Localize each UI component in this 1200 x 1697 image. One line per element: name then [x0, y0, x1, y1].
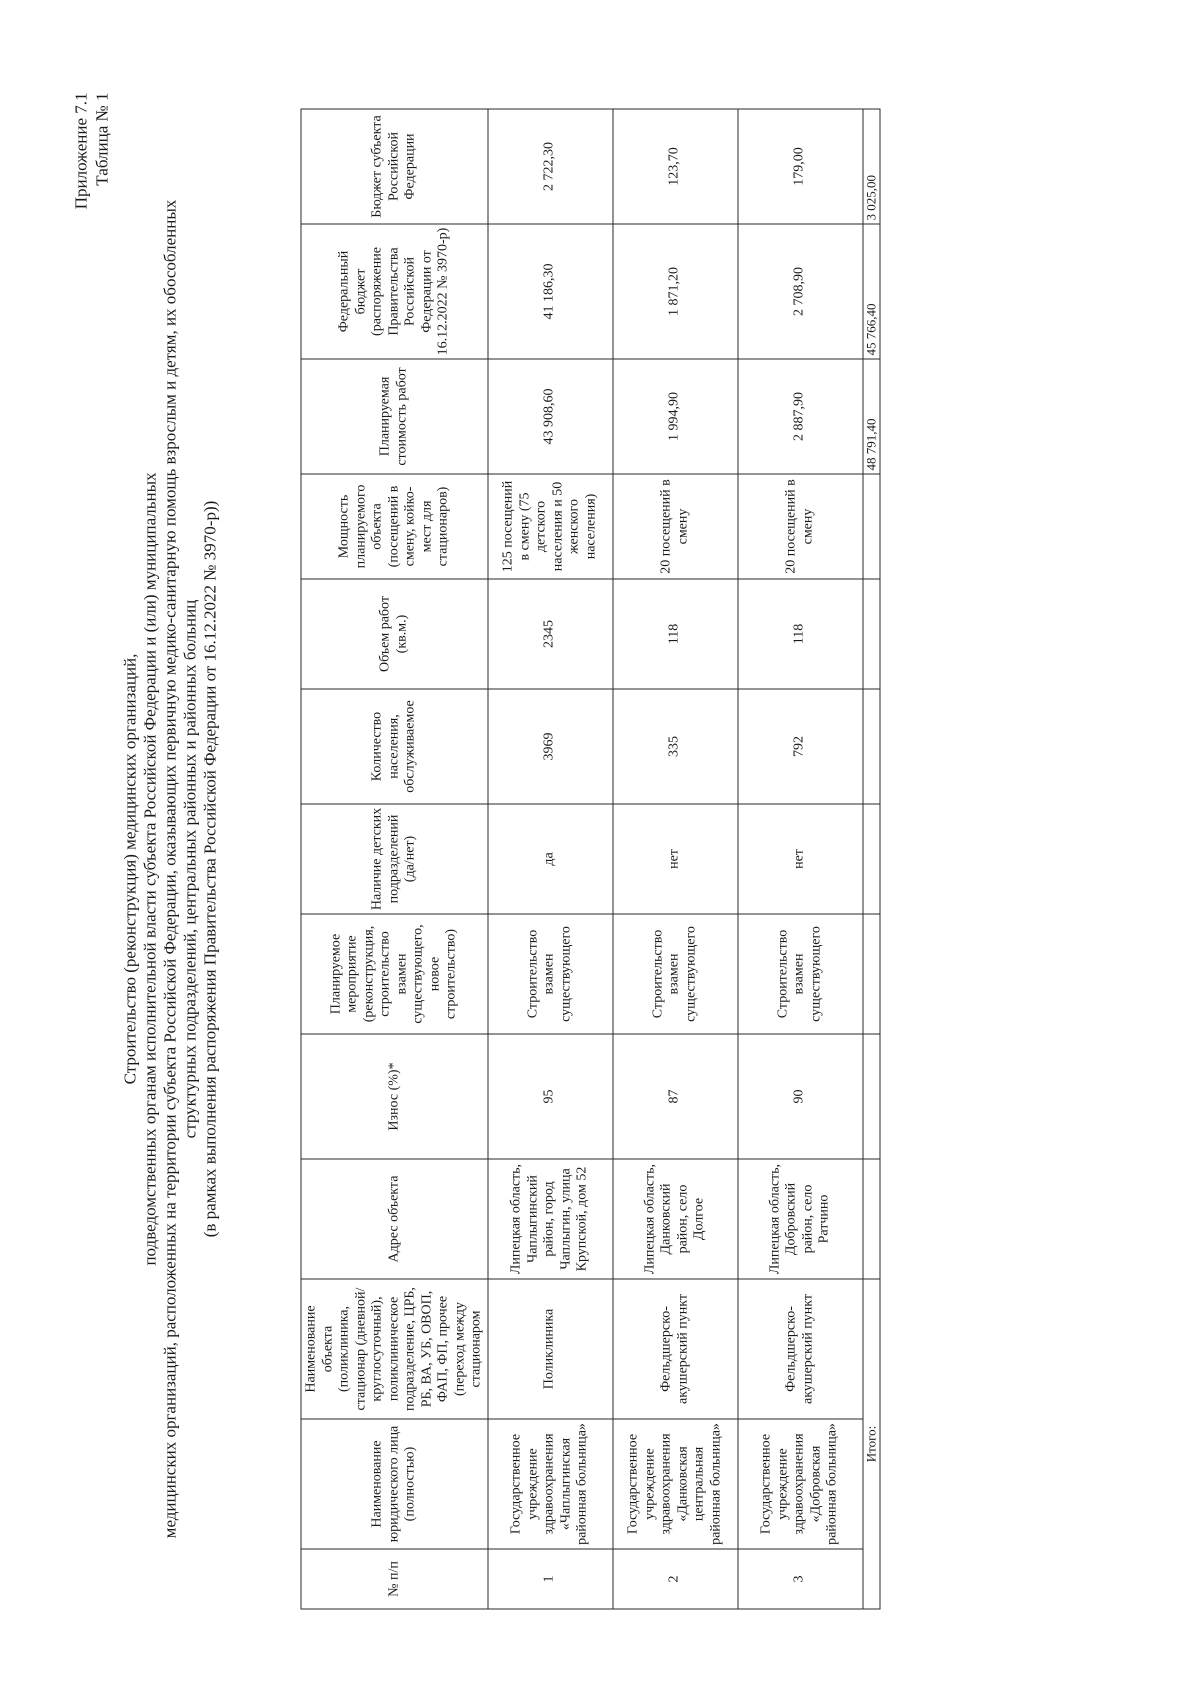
appendix-label	[70, 92, 112, 209]
cell-wear: 90	[737, 1034, 862, 1159]
cell-cost: 1 994,90	[612, 359, 737, 474]
cell-regional: 179,00	[737, 109, 862, 224]
header-wear: Износ (%)*	[301, 1034, 488, 1159]
cell-children: да	[487, 804, 612, 914]
header-address: Адрес объекта	[301, 1159, 488, 1279]
heading-line-2: подведомственных органам исполнительной власти субъекта Российской Федерации и (или) муниципальных	[140, 471, 159, 1266]
construction-table	[300, 108, 880, 1609]
cell-wear: 87	[612, 1034, 737, 1159]
cell-children: нет	[612, 804, 737, 914]
cell-object: Фельдшерско-акушерский пункт	[737, 1279, 862, 1419]
total-row	[862, 109, 880, 1609]
cell-population: 3969	[487, 689, 612, 804]
cell-volume: 118	[737, 579, 862, 689]
document-heading	[120, 120, 220, 1617]
cell-capacity: 125 посещений в смену (75 детского населения и 50 женского населения)	[487, 474, 612, 579]
cell-num: 1	[487, 1549, 612, 1609]
cell-capacity: 20 посещений в смену	[737, 474, 862, 579]
total-empty-cell	[862, 579, 880, 689]
cell-address: Липецкая область, Чаплыгинский район, город Чаплыгин, улица Крупской, дом 52	[487, 1159, 612, 1279]
total-empty-cell	[862, 1034, 880, 1159]
header-action: Планируемое мероприятие (реконструкция, строительство взамен существующего, новое строительство)	[301, 914, 488, 1034]
cell-children: нет	[737, 804, 862, 914]
total-empty-cell	[862, 914, 880, 1034]
total-empty-cell	[862, 474, 880, 579]
cell-org: Государственное учреждение здравоохранения «Чаплыгинская районная больница»	[487, 1419, 612, 1549]
cell-action: Строительство взамен существующего	[487, 914, 612, 1034]
cell-num: 2	[612, 1549, 737, 1609]
header-regional: Бюджет субъекта Российской Федерации	[301, 109, 488, 224]
header-num: № п/п	[301, 1549, 488, 1609]
cell-federal: 2 708,90	[737, 224, 862, 359]
cell-cost: 43 908,60	[487, 359, 612, 474]
heading-line-1: Строительство (реконструкция) медицинских организаций,	[120, 653, 139, 1084]
cell-regional: 123,70	[612, 109, 737, 224]
cell-object: Фельдшерско-акушерский пункт	[612, 1279, 737, 1419]
table-header-row	[301, 109, 488, 1609]
total-label: Итого:	[862, 1279, 880, 1609]
total-regional: 3 025,00	[862, 109, 880, 224]
cell-population: 335	[612, 689, 737, 804]
cell-action: Строительство взамен существующего	[612, 914, 737, 1034]
header-population: Количество населения, обслуживаемое	[301, 689, 488, 804]
header-volume: Объем работ (кв.м.)	[301, 579, 488, 689]
header-children: Наличие детских подразделений (да/нет)	[301, 804, 488, 914]
cell-org: Государственное учреждение здравоохранения «Добровская районная больница»	[737, 1419, 862, 1549]
total-empty-cell	[862, 804, 880, 914]
cell-volume: 2345	[487, 579, 612, 689]
cell-federal: 41 186,30	[487, 224, 612, 359]
header-org: Наименование юридического лица (полностью)	[301, 1419, 488, 1549]
cell-object: Поликлиника	[487, 1279, 612, 1419]
cell-action: Строительство взамен существующего	[737, 914, 862, 1034]
cell-num: 3	[737, 1549, 862, 1609]
cell-address: Липецкая область, Добровский район, село Ратчино	[737, 1159, 862, 1279]
header-capacity: Мощность планируемого объекта (посещений в смену, койко-мест для стационаров)	[301, 474, 488, 579]
cell-federal: 1 871,20	[612, 224, 737, 359]
appendix-number: Приложение 7.1	[71, 92, 90, 209]
total-cost: 48 791,40	[862, 359, 880, 474]
table-row	[487, 109, 612, 1609]
cell-wear: 95	[487, 1034, 612, 1159]
cell-address: Липецкая область, Данковский район, село Долгое	[612, 1159, 737, 1279]
cell-cost: 2 887,90	[737, 359, 862, 474]
table-number: Таблица № 1	[92, 92, 111, 186]
cell-org: Государственное учреждение здравоохранения «Данковская центральная районная больница»	[612, 1419, 737, 1549]
heading-line-4: структурных подразделений, центральных районных и районных больниц	[180, 599, 199, 1138]
cell-population: 792	[737, 689, 862, 804]
heading-line-5: (в рамках выполнения распоряжения Правительства Российской Федерации от 16.12.2022 № 3970-р))	[200, 500, 219, 1237]
table-row	[612, 109, 737, 1609]
heading-line-3: медицинских организаций, расположенных на территории субъекта Российской Федерации, оказывающих первичную медико-санитарную помощь взрослым и детям, их обособленных	[160, 199, 179, 1538]
header-cost: Планируемая стоимость работ	[301, 359, 488, 474]
header-federal: Федеральный бюджет (распоряжение Правительства Российской Федерации от 16.12.2022 № 3970-р)	[301, 224, 488, 359]
table-row	[737, 109, 862, 1609]
total-empty-cell	[862, 689, 880, 804]
total-federal: 45 766,40	[862, 224, 880, 359]
cell-capacity: 20 посещений в смену	[612, 474, 737, 579]
cell-regional: 2 722,30	[487, 109, 612, 224]
header-object: Наименование объекта (поликлиника, стационар (дневной/круглосуточный), поликлиническое подразделение, ЦРБ, РБ, ВА, УБ, ОВОП, ФАП, ФП, прочее (переход между стационаром	[301, 1279, 488, 1419]
total-empty-cell	[862, 1159, 880, 1279]
cell-volume: 118	[612, 579, 737, 689]
